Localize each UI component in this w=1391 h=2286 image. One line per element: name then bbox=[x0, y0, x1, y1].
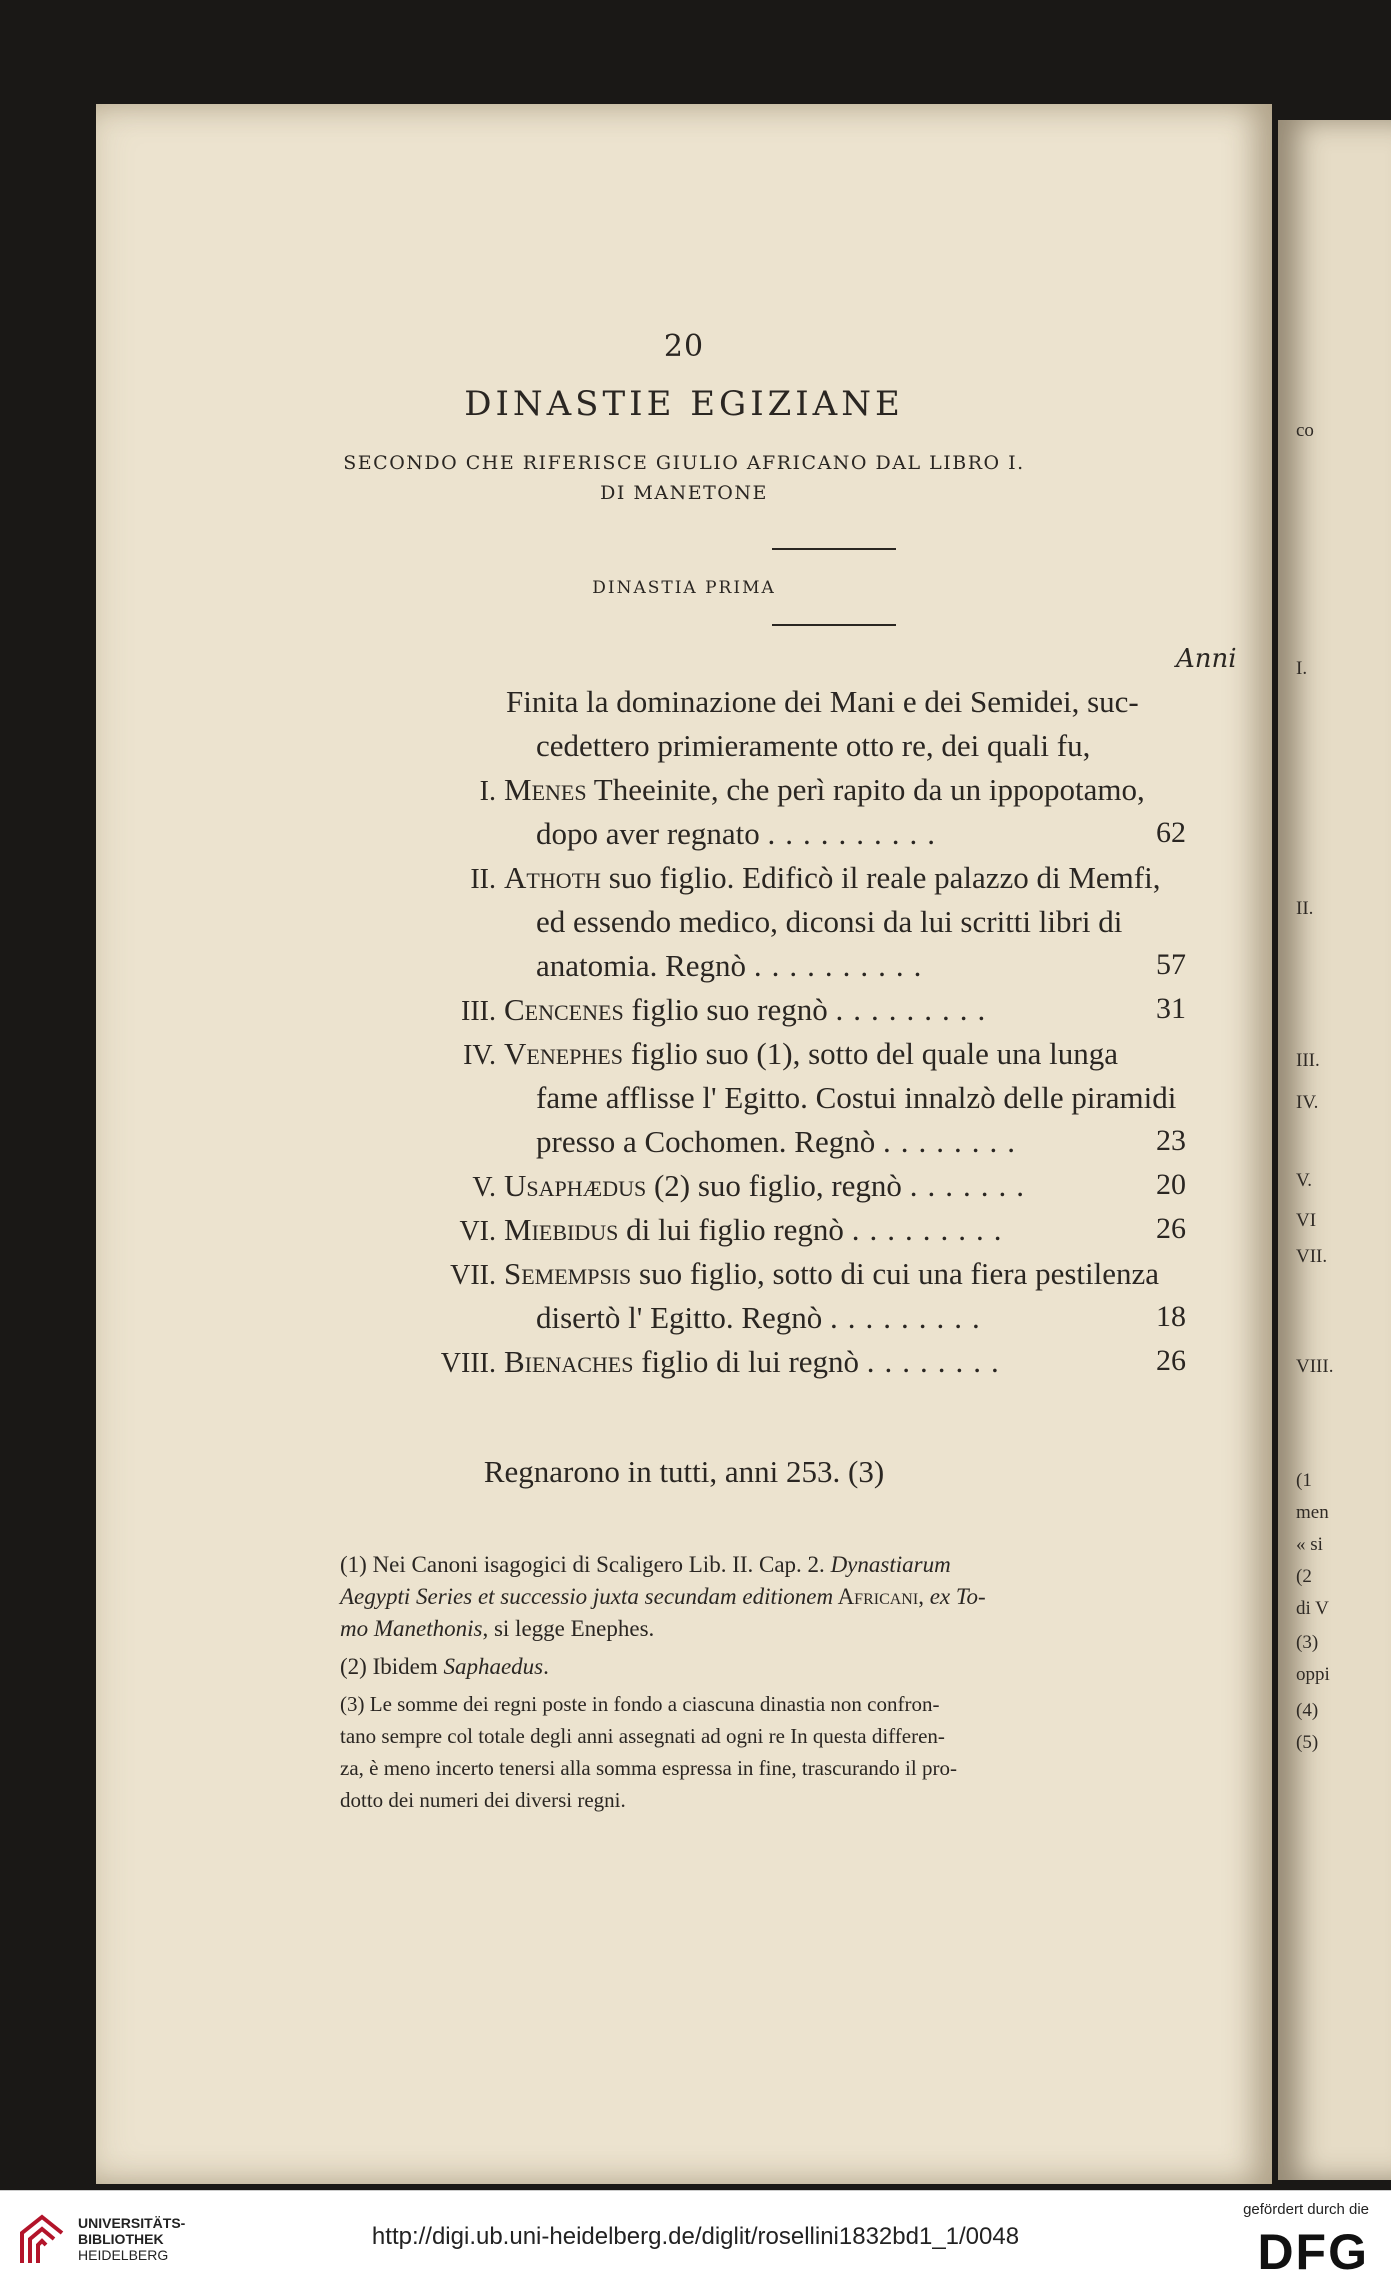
entry-numeral: VI. bbox=[459, 1216, 496, 1247]
logo-line-2: BIBLIOTHEK bbox=[78, 2231, 164, 2247]
king-name: Cencenes bbox=[504, 992, 624, 1027]
leader-dots: .......... bbox=[753, 948, 932, 983]
entry-line bbox=[504, 860, 1160, 896]
facing-fragment: II. bbox=[1296, 898, 1314, 919]
page-number: 20 bbox=[663, 329, 705, 364]
facing-fragment: co bbox=[1296, 420, 1314, 441]
section-heading: DINASTIA PRIMA bbox=[592, 578, 776, 598]
reign-years: 20 bbox=[1156, 1168, 1186, 1201]
entry-text: figlio di lui regnò bbox=[633, 1344, 860, 1379]
facing-fragment: (3) bbox=[1296, 1632, 1319, 1653]
king-name: Usaphædus bbox=[504, 1168, 647, 1203]
subtitle-line-2: DI MANETONE bbox=[600, 482, 768, 504]
leader-dots: .......... bbox=[767, 816, 946, 851]
entry-numeral: VII. bbox=[450, 1260, 496, 1291]
entry-text: suo figlio. Edificò il reale palazzo di Memfi, bbox=[600, 860, 1161, 895]
entry-text: presso a Cochomen. Regnò bbox=[536, 1124, 876, 1159]
footnote-text: , si legge Enephes. bbox=[482, 1616, 655, 1641]
footnote-italic: mo Manethonis bbox=[340, 1616, 483, 1641]
entry-line bbox=[504, 1256, 1159, 1292]
facing-fragment: IV. bbox=[1296, 1092, 1319, 1113]
intro-line-1: Finita la dominazione dei Mani e dei Semidei, suc- bbox=[506, 684, 1139, 719]
reign-years: 62 bbox=[1156, 816, 1186, 849]
footnote-text: . bbox=[543, 1654, 549, 1679]
king-name: Menes bbox=[504, 772, 587, 807]
footnote-1-line-2 bbox=[340, 1584, 986, 1610]
logo-line-3: HEIDELBERG bbox=[78, 2247, 169, 2263]
footnote-text: (2) Ibidem bbox=[340, 1654, 444, 1679]
facing-fragment: (1 bbox=[1296, 1470, 1312, 1491]
king-name: Bienaches bbox=[504, 1344, 634, 1379]
leader-dots: ....... bbox=[909, 1168, 1034, 1203]
permalink-url[interactable]: http://digi.ub.uni-heidelberg.de/diglit/rosellini1832bd1_1/0048 bbox=[371, 2223, 1020, 2250]
facing-fragment: V. bbox=[1296, 1170, 1313, 1191]
facing-fragment: III. bbox=[1296, 1050, 1320, 1071]
book-page bbox=[96, 104, 1272, 2184]
entry-line bbox=[504, 772, 1145, 808]
facing-fragment: VI bbox=[1296, 1210, 1317, 1231]
entry-line bbox=[536, 948, 931, 984]
entry-numeral: VIII. bbox=[440, 1348, 496, 1379]
page-title: DINASTIE EGIZIANE bbox=[464, 384, 904, 424]
footnote-1-line-3 bbox=[340, 1616, 654, 1642]
facing-fragment: men bbox=[1296, 1502, 1329, 1523]
viewer-footer bbox=[0, 2190, 1391, 2286]
entry-text: (2) suo figlio, regnò bbox=[646, 1168, 902, 1203]
entry-line bbox=[504, 1212, 1011, 1248]
footnote-smallcaps: Africani, bbox=[833, 1584, 930, 1609]
footnote-3-line-2: tano sempre col totale degli anni assegnati ad ogni re In questa differen- bbox=[340, 1724, 945, 1748]
king-name: Semempsis bbox=[504, 1256, 632, 1291]
entry-text: figlio suo (1), sotto del quale una lunga bbox=[622, 1036, 1118, 1071]
leader-dots: ........ bbox=[882, 1124, 1025, 1159]
reign-years: 23 bbox=[1156, 1124, 1186, 1157]
entry-line bbox=[504, 992, 995, 1028]
footnote-italic: Aegypti Series et successio juxta secundam editionem bbox=[340, 1584, 834, 1609]
king-name: Venephes bbox=[504, 1036, 623, 1071]
reign-years: 26 bbox=[1156, 1344, 1186, 1377]
entry-numeral: III. bbox=[461, 996, 496, 1027]
intro-line-2: cedettero primieramente otto re, dei quali fu, bbox=[536, 728, 1091, 763]
entry-numeral: II. bbox=[470, 864, 496, 895]
king-name: Miebidus bbox=[504, 1212, 619, 1247]
facing-page-edge bbox=[1278, 120, 1391, 2180]
divider-top bbox=[772, 548, 896, 550]
facing-fragment: VII. bbox=[1296, 1246, 1328, 1267]
reign-years: 26 bbox=[1156, 1212, 1186, 1245]
facing-fragment: (2 bbox=[1296, 1566, 1312, 1587]
footnote-1-line-1 bbox=[340, 1552, 951, 1578]
entry-line: fame afflisse l' Egitto. Costui innalzò delle piramidi bbox=[536, 1080, 1177, 1115]
entry-text: di lui figlio regnò bbox=[618, 1212, 844, 1247]
leader-dots: ......... bbox=[835, 992, 996, 1027]
dfg-logo[interactable]: DFG bbox=[1257, 2224, 1369, 2280]
entry-numeral: IV. bbox=[463, 1040, 496, 1071]
footnote-italic: Dynastiarum bbox=[830, 1552, 951, 1577]
facing-fragment: VIII. bbox=[1296, 1356, 1334, 1377]
entry-text: anatomia. Regnò bbox=[536, 948, 747, 983]
entry-text: suo figlio, sotto di cui una fiera pestilenza bbox=[631, 1256, 1160, 1291]
leader-dots: ......... bbox=[830, 1300, 990, 1335]
entry-line bbox=[536, 816, 945, 852]
footnote-3-line-4: dotto dei numeri dei diversi regni. bbox=[340, 1788, 626, 1812]
footnote-italic: ex To- bbox=[929, 1584, 986, 1609]
reign-years: 18 bbox=[1156, 1300, 1186, 1333]
logo-line-1: UNIVERSITÄTS- bbox=[78, 2215, 186, 2231]
subtitle-line-1: SECONDO CHE RIFERISCE GIULIO AFRICANO DAL LIBRO I. bbox=[343, 452, 1025, 474]
entry-line bbox=[536, 1124, 1025, 1160]
footnote-text: (1) Nei Canoni isagogici di Scaligero Lib. II. Cap. 2. bbox=[340, 1552, 831, 1577]
column-header-anni: Anni bbox=[1176, 644, 1237, 674]
entry-text: Theeinite, che perì rapito da un ippopotamo, bbox=[586, 772, 1145, 807]
footnote-3-line-3: za, è meno incerto tenersi alla somma espressa in fine, trascurando il pro- bbox=[340, 1756, 957, 1780]
facing-fragment: oppi bbox=[1296, 1664, 1330, 1685]
facing-fragment: I. bbox=[1296, 658, 1308, 679]
leader-dots: ........ bbox=[866, 1344, 1009, 1379]
entry-line bbox=[504, 1168, 1034, 1204]
entry-text: disertò l' Egitto. Regnò bbox=[536, 1300, 823, 1335]
king-name: Athoth bbox=[504, 860, 601, 895]
entry-text: figlio suo regnò bbox=[623, 992, 828, 1027]
funding-caption: gefördert durch die bbox=[1243, 2201, 1369, 2218]
entry-text: dopo aver regnato bbox=[536, 816, 760, 851]
reign-years: 31 bbox=[1156, 992, 1186, 1025]
footnote-3-line-1: (3) Le somme dei regni poste in fondo a ciascuna dinastia non confron- bbox=[340, 1692, 940, 1716]
entry-line bbox=[504, 1344, 1009, 1380]
entry-numeral: I. bbox=[479, 776, 496, 807]
facing-fragment: « si bbox=[1296, 1534, 1323, 1555]
leader-dots: ......... bbox=[851, 1212, 1012, 1247]
footnote-italic: Saphaedus bbox=[443, 1654, 544, 1679]
divider-bottom bbox=[772, 624, 896, 626]
facing-fragment: (5) bbox=[1296, 1732, 1319, 1753]
facing-fragment: di V bbox=[1296, 1598, 1329, 1619]
reign-years: 57 bbox=[1156, 948, 1186, 981]
footnote-2 bbox=[340, 1654, 549, 1680]
entry-numeral: V. bbox=[472, 1172, 496, 1203]
entry-line: ed essendo medico, diconsi da lui scritti libri di bbox=[536, 904, 1123, 939]
total-years: Regnarono in tutti, anni 253. (3) bbox=[483, 1454, 885, 1489]
entry-line bbox=[504, 1036, 1118, 1072]
entry-line bbox=[536, 1300, 990, 1336]
facing-fragment: (4) bbox=[1296, 1700, 1319, 1721]
